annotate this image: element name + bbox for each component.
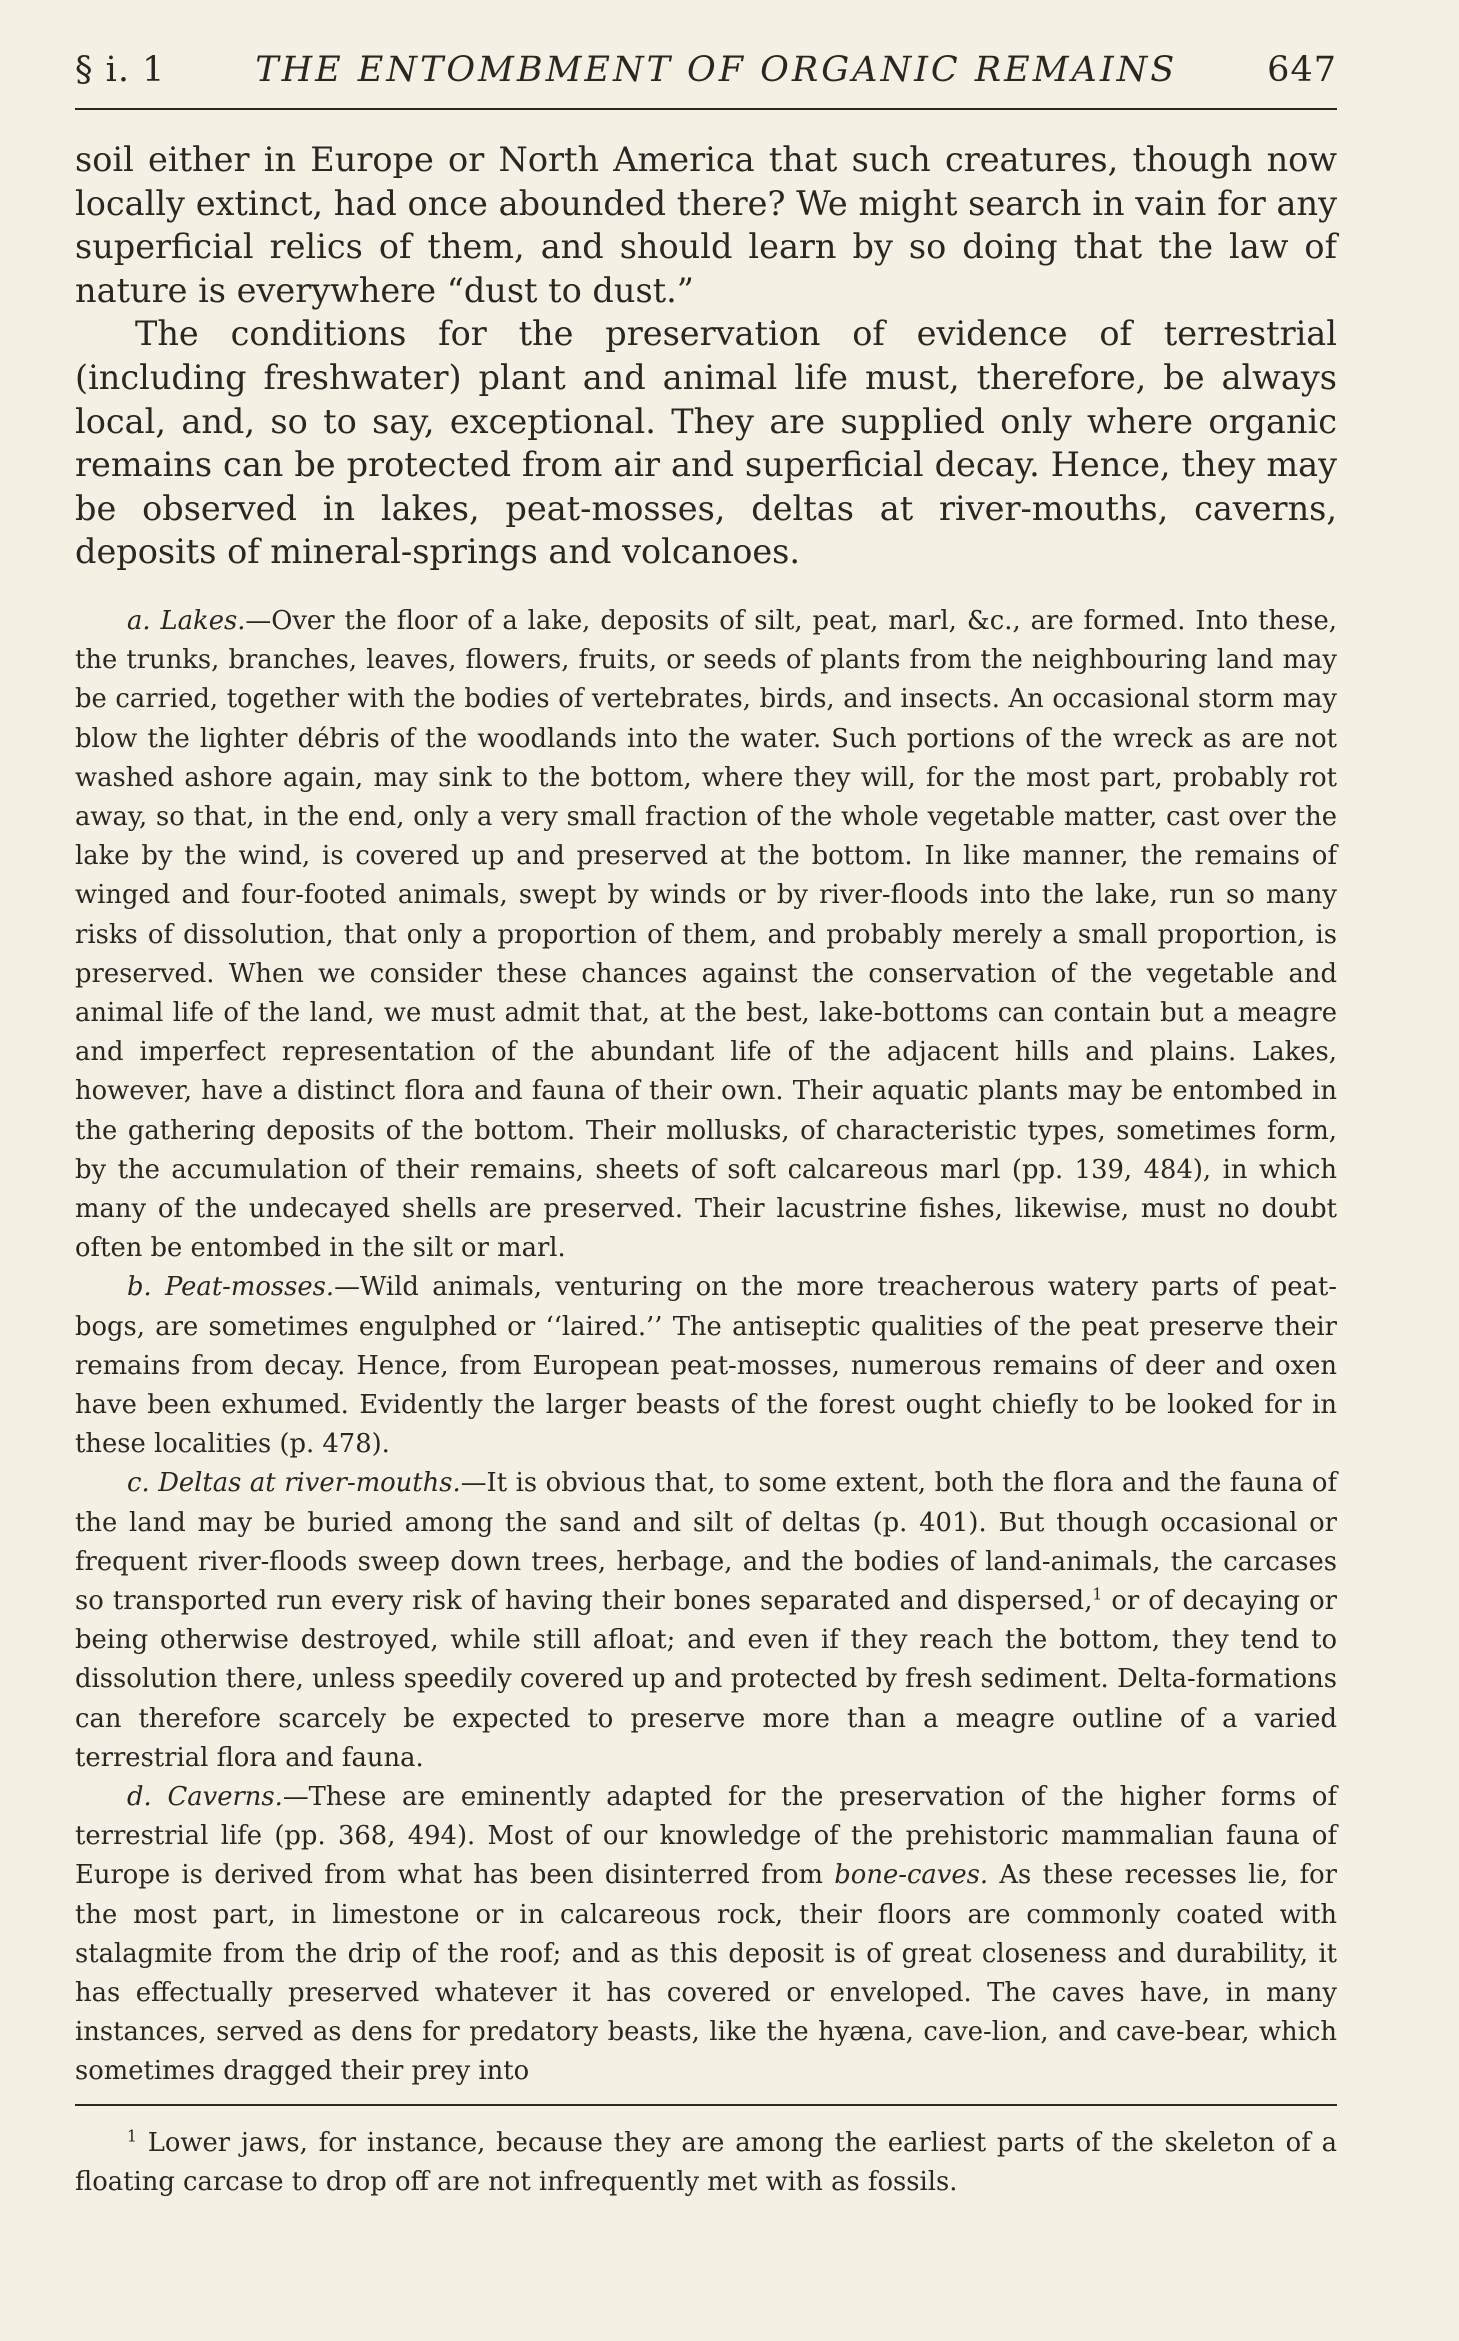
subsection-label: b. Peat-mosses. — [127, 1272, 335, 1303]
subsection-label: c. Deltas at river-mouths. — [127, 1468, 461, 1499]
subsection-caverns — [75, 1778, 1337, 2092]
footnote-mark: 1 — [127, 2127, 137, 2146]
page — [75, 50, 1337, 2202]
footnote-text — [75, 2124, 1337, 2202]
subsection-label: a. Lakes. — [127, 605, 246, 636]
subsection-text: —These are eminently adapted for the preservation of the higher forms of terrestrial life (pp. 368, 494). Most of our knowledge of the prehistoric mammalian fauna of Europe is derived from what has been disinterred from — [75, 1782, 1337, 1891]
footnote-body: Lower jaws, for instance, because they are among the earliest parts of the skeleton of a floating carcase to drop off are not infrequently met with as fossils. — [75, 2127, 1337, 2197]
footnote-reference[interactable]: 1 — [1092, 1585, 1103, 1604]
subsection-text: —It is obvious that, to some extent, both the flora and the fauna of the land may be buried among the sand and silt of deltas (p. 401). But though occasional or frequent river-floods sweep down trees, herbage, and the bodies of land-animals, the carcases so transported run every risk of having their bones separated and dispersed, — [75, 1468, 1337, 1617]
subsection-text: —Over the floor of a lake, deposits of silt, peat, marl, &c., are formed. Into these, the trunks, branches, leaves, flowers, fruits, or seeds of plants from the neighbouring land may be carried, together with the bodies of vertebrates, birds, and insects. An occasional storm may blow the lighter débris of the woodlands into the water. Such portions of the wreck as are not washed ashore again, may sink to the bottom, where they will, for the most part, probably rot away, so that, in the end, only a very small fraction of the whole vegetable matter, cast over the lake by the wind, is covered up and preserved at the bottom. In like manner, the remains of winged and four-footed animals, swept by winds or by river-floods into the lake, run so many risks of dissolution, that only a proportion of them, and probably merely a small proportion, is preserved. When we consider these chances against the conservation of the vegetable and animal life of the land, we must admit that, at the best, lake-bottoms can contain but a meagre and imperfect representation of the abundant life of the adjacent hills and plains. Lakes, however, have a distinct flora and fauna of their own. Their aquatic plants may be entombed in the gathering deposits of the bottom. Their mollusks, of characteristic types, sometimes form, by the accumulation of their remains, sheets of soft calcareous marl (pp. 139, 484), in which many of the undecayed shells are preserved. Their lacustrine fishes, likewise, must no doubt often be entombed in the silt or marl. — [75, 605, 1337, 1264]
emphasis-term: bone-caves. — [834, 1860, 989, 1891]
running-header — [75, 50, 1337, 100]
subsection-text: or of decaying or being otherwise destroyed, while still afloat; and even if they reach the bottom, they tend to dissolution there, unless speedily covered up and protected by fresh sediment. Delta-formations can therefore scarcely be expected to preserve more than a meagre outline of a varied terrestrial flora and fauna. — [75, 1586, 1337, 1773]
subsection-list — [75, 602, 1337, 2092]
section-number: § i. 1 — [75, 50, 166, 90]
subsection-peat-mosses — [75, 1268, 1337, 1464]
subsection-text: As these recesses lie, for the most part, in limestone or in calcareous rock, their floors are commonly coated with stalagmite from the drip of the roof; and as this deposit is of great closeness and durability, it has effectually preserved whatever it has covered or enveloped. The caves have, in many instances, served as dens for predatory beasts, like the hyæna, cave-lion, and cave-bear, which sometimes dragged their prey into — [75, 1860, 1337, 2087]
header-rule — [75, 108, 1337, 110]
main-text — [75, 138, 1337, 574]
subsection-lakes — [75, 602, 1337, 1268]
subsection-label: d. Caverns. — [127, 1782, 283, 1813]
paragraph: The conditions for the preservation of evidence of terrestrial (including freshwater) plant and animal life must, therefore, be always local, and, so to say, exceptional. They are supplied only where organic remains can be protected from air and superficial decay. Hence, they may be observed in lakes, peat-mosses, deltas at river-mouths, caverns, deposits of mineral-springs and volcanoes. — [75, 314, 1337, 572]
subsection-text: —Wild animals, venturing on the more treacherous watery parts of peat-bogs, are sometimes engulphed or ‘‘laired.’’ The antiseptic qualities of the peat preserve their remains from decay. Hence, from European peat-mosses, numerous remains of deer and oxen have been exhumed. Evidently the larger beasts of the forest ought chiefly to be looked for in these localities (p. 478). — [75, 1272, 1337, 1460]
page-number: 647 — [1267, 50, 1337, 90]
subsection-deltas — [75, 1464, 1337, 1778]
paragraph: soil either in Europe or North America that such creatures, though now locally extinct, had once abounded there? We might search in vain for any superficial relics of them, and should learn by so doing that the law of nature is everywhere “dust to dust.” — [75, 140, 1337, 310]
footnote-rule — [75, 2104, 1337, 2106]
footnote — [75, 2124, 1337, 2202]
running-title: THE ENTOMBMENT OF ORGANIC REMAINS — [255, 50, 1178, 90]
